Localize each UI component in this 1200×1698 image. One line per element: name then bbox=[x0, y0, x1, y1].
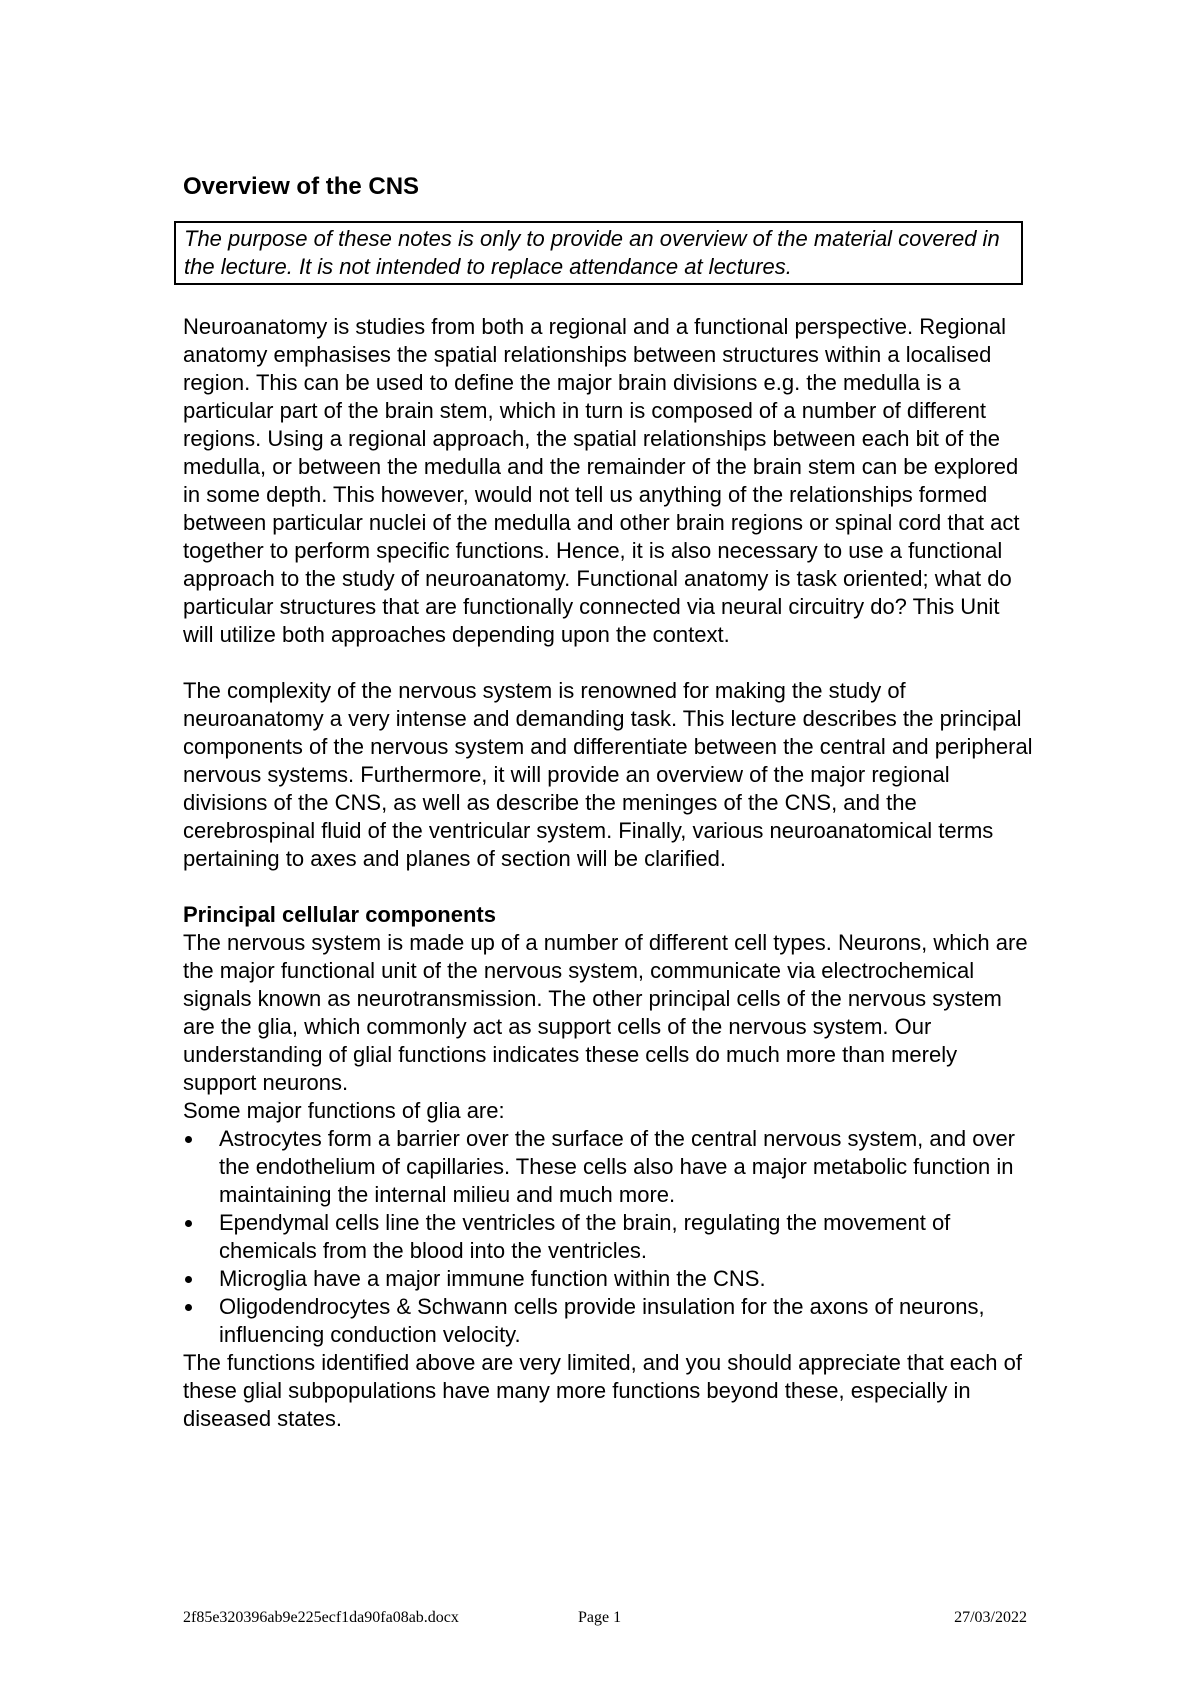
paragraph-regional-functional: Neuroanatomy is studies from both a regional and a functional perspective. Regional anatomy emphasises the spatial relationships between structures within a localised region. This can be used to define the major brain divisions e.g. the medulla is a particular part of the brain stem, which in turn is composed of a number of different regions. Using a regional approach, the spatial relationships between each bit of the medulla, or between the medulla and the remainder of the brain stem can be explored in some depth. This however, would not tell us anything of the relationships formed between particular nuclei of the medulla and other brain regions or spinal cord that act together to perform specific functions. Hence, it is also necessary to use a functional approach to the study of neuroanatomy. Functional anatomy is task oriented; what do particular structures that are functionally connected via neural circuitry do? This Unit will utilize both approaches depending upon the context. bbox=[183, 314, 1020, 647]
bullet-icon bbox=[185, 1276, 192, 1283]
list-item bbox=[183, 1293, 1035, 1349]
footer-date: 27/03/2022 bbox=[954, 1609, 1027, 1626]
notice-box: The purpose of these notes is only to provide an overview of the material covered in the lecture. It is not intended to replace attendance at lectures. bbox=[174, 221, 1023, 285]
bullet-icon bbox=[185, 1220, 192, 1227]
section-intro: The nervous system is made up of a number of different cell types. Neurons, which are the major functional unit of the nervous system, communicate via electrochemical signals known as neurotransmission. The other principal cells of the nervous system are the glia, which commonly act as support cells of the nervous system. Our understanding of glial functions indicates these cells do much more than merely support neurons. bbox=[183, 930, 1028, 1095]
footer-filename: 2f85e320396ab9e225ecf1da90fa08ab.docx bbox=[183, 1609, 459, 1626]
list-item-text: Microglia have a major immune function within the CNS. bbox=[219, 1266, 766, 1291]
paragraph-complexity: The complexity of the nervous system is renowned for making the study of neuroanatomy a very intense and demanding task. This lecture describes the principal components of the nervous system and differentiate between the central and peripheral nervous systems. Furthermore, it will provide an overview of the major regional divisions of the CNS, as well as describe the meninges of the CNS, and the cerebrospinal fluid of the ventricular system. Finally, various neuroanatomical terms pertaining to axes and planes of section will be clarified. bbox=[183, 678, 1033, 871]
document-page bbox=[183, 172, 1035, 1433]
list-item bbox=[183, 1265, 1035, 1293]
list-intro: Some major functions of glia are: bbox=[183, 1098, 505, 1123]
list-item bbox=[183, 1125, 1035, 1209]
bullet-icon bbox=[185, 1136, 192, 1143]
list-item-text: Astrocytes form a barrier over the surface of the central nervous system, and over the endothelium of capillaries. These cells also have a major metabolic function in maintaining the internal milieu and much more. bbox=[219, 1126, 1016, 1207]
closing-paragraph: The functions identified above are very limited, and you should appreciate that each of these glial subpopulations have many more functions beyond these, especially in diseased states. bbox=[183, 1350, 1022, 1431]
bullet-icon bbox=[185, 1304, 192, 1311]
list-item-text: Ependymal cells line the ventricles of the brain, regulating the movement of chemicals from the blood into the ventricles. bbox=[219, 1210, 951, 1263]
document-title: Overview of the CNS bbox=[183, 173, 420, 200]
section-heading: Principal cellular components bbox=[183, 902, 496, 927]
footer-page-number: Page 1 bbox=[578, 1609, 622, 1626]
list-item bbox=[183, 1209, 1035, 1265]
glia-functions-list bbox=[183, 1125, 1035, 1349]
list-item-text: Oligodendrocytes & Schwann cells provide insulation for the axons of neurons, influencing conduction velocity. bbox=[219, 1294, 985, 1347]
